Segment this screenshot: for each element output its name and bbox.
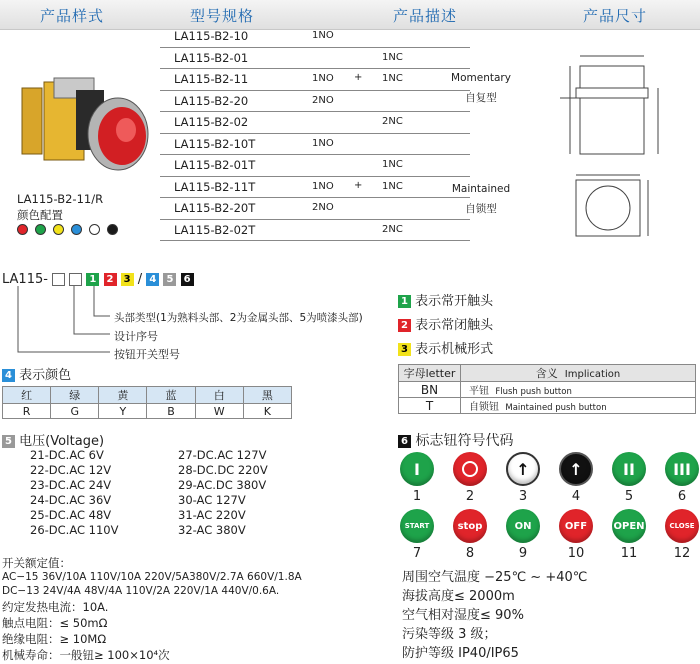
model-row bbox=[160, 26, 470, 48]
code-num-6: 6 bbox=[181, 273, 194, 286]
model-row bbox=[160, 48, 470, 70]
letter-header-en: Implication bbox=[564, 369, 621, 380]
legend-1-text: 表示常开触头 bbox=[415, 294, 494, 309]
model-row bbox=[160, 112, 470, 134]
symbol-button bbox=[559, 452, 593, 486]
color-title bbox=[2, 364, 71, 383]
push-button-image bbox=[14, 72, 154, 182]
letter-cn: 平钮 bbox=[469, 386, 489, 397]
side-dimension-drawing bbox=[540, 36, 690, 166]
voltage-item: 22-DC.AC 12V bbox=[30, 463, 112, 477]
symbol-label: stop bbox=[457, 520, 483, 532]
symbol-label: START bbox=[404, 522, 430, 530]
symbol-label: CLOSE bbox=[669, 522, 695, 530]
color-dot bbox=[35, 224, 46, 235]
symbol-button bbox=[612, 452, 646, 486]
symbol-number: 2 bbox=[465, 489, 475, 504]
symbol-number: 11 bbox=[620, 546, 638, 561]
top-dimension-drawing bbox=[560, 172, 660, 244]
color-cn-cell: 蓝 bbox=[147, 387, 195, 404]
model-plus: + bbox=[354, 179, 363, 191]
ratings-insulation: 绝缘电阻：≥ 10MΩ bbox=[2, 632, 107, 646]
header-desc: 产品描述 bbox=[393, 7, 458, 25]
code-num-5: 5 bbox=[163, 273, 176, 286]
symbol-number: 8 bbox=[465, 546, 475, 561]
code-line bbox=[2, 272, 194, 287]
model-row bbox=[160, 177, 470, 199]
symbol-number: 4 bbox=[571, 489, 581, 504]
voltage-item: 28-DC.DC 220V bbox=[178, 463, 268, 477]
symbol-label: ↑ bbox=[569, 459, 583, 479]
code-prefix: LA115- bbox=[2, 272, 48, 287]
color-dot bbox=[17, 224, 28, 235]
model-name: LA115-B2-10T bbox=[174, 136, 256, 151]
code-num-3: 3 bbox=[121, 273, 134, 286]
model-name: LA115-B2-11T bbox=[174, 179, 256, 194]
ratings-heat: 约定发热电流：10A. bbox=[2, 600, 109, 614]
legend-2-badge: 2 bbox=[398, 319, 411, 332]
symbol-number: 3 bbox=[518, 489, 528, 504]
color-code-cell: G bbox=[51, 404, 99, 419]
symbol-number: 1 bbox=[412, 489, 422, 504]
voltage-title bbox=[2, 430, 104, 449]
code-leader-lines bbox=[0, 286, 120, 358]
color-code-cell: B bbox=[147, 404, 195, 419]
model-no: 1NO bbox=[312, 73, 334, 84]
model-no: 1NO bbox=[312, 180, 334, 192]
color-cn-cell: 白 bbox=[195, 387, 243, 404]
voltage-item: 30-AC 127V bbox=[178, 493, 246, 507]
model-row bbox=[160, 198, 470, 220]
letter-header-2 bbox=[461, 365, 696, 382]
symbol-button bbox=[665, 452, 699, 486]
voltage-item: 24-DC.AC 36V bbox=[30, 493, 112, 507]
symbol-label: ↑ bbox=[516, 459, 530, 479]
letter-key: T bbox=[399, 398, 461, 414]
model-name: LA115-B2-20 bbox=[174, 93, 249, 108]
symbol-button bbox=[400, 509, 434, 543]
model-name: LA115-B2-02 bbox=[174, 115, 249, 129]
letter-cn: 自锁钮 bbox=[469, 402, 499, 413]
model-no: 1NO bbox=[312, 30, 334, 41]
model-row bbox=[160, 91, 470, 113]
env-protection: 防护等级 IP40/IP65 bbox=[402, 646, 519, 661]
code-slash: / bbox=[137, 272, 143, 287]
env-temp: 周围空气温度 −25℃ ~ +40℃ bbox=[402, 570, 588, 585]
symbols-title-badge: 6 bbox=[398, 435, 411, 448]
voltage-item: 26-DC.AC 110V bbox=[30, 523, 119, 537]
color-config-label: 颜色配置 bbox=[17, 208, 63, 222]
maintained-en: Maintained bbox=[451, 183, 511, 195]
symbol-number: 5 bbox=[624, 489, 634, 504]
model-nc: 1NC bbox=[382, 159, 403, 170]
symbol-button bbox=[506, 452, 540, 486]
symbol-number: 6 bbox=[677, 489, 687, 504]
model-name: LA115-B2-10 bbox=[174, 29, 249, 43]
head-type-text: 头部类型(1为熟料头部、2为金属头部、5为喷漆头部) bbox=[114, 312, 363, 324]
symbol-label: I bbox=[414, 459, 420, 479]
symbols-title bbox=[398, 430, 513, 450]
color-cn-cell: 红 bbox=[3, 387, 51, 404]
switch-type-text: 按钮开关型号 bbox=[114, 348, 180, 361]
model-plus: + bbox=[354, 72, 363, 83]
color-title-text: 表示颜色 bbox=[19, 368, 72, 383]
model-name: LA115-B2-01 bbox=[174, 50, 249, 65]
momentary-cn: 自复型 bbox=[465, 92, 497, 104]
color-cn-cell: 绿 bbox=[51, 387, 99, 404]
legend-3 bbox=[398, 338, 493, 357]
color-table bbox=[2, 386, 292, 419]
letter-meaning bbox=[461, 382, 696, 398]
legend-3-text: 表示机械形式 bbox=[415, 342, 494, 357]
symbol-button bbox=[453, 452, 487, 486]
symbol-number: 10 bbox=[567, 546, 585, 561]
symbol-number: 7 bbox=[412, 546, 422, 561]
code-num-4: 4 bbox=[146, 273, 159, 286]
model-row bbox=[160, 220, 470, 242]
model-nc: 1NC bbox=[382, 51, 403, 63]
color-code-cell: R bbox=[3, 404, 51, 419]
color-code-cell: W bbox=[195, 404, 243, 419]
symbol-button bbox=[612, 509, 646, 543]
symbol-label: OFF bbox=[564, 520, 588, 532]
letter-en: Flush push button bbox=[495, 387, 572, 397]
code-box-2 bbox=[69, 273, 82, 286]
model-row bbox=[160, 134, 470, 156]
model-name: LA115-B2-20T bbox=[174, 201, 256, 215]
symbol-label: OPEN bbox=[613, 520, 645, 532]
voltage-item: 23-DC.AC 24V bbox=[30, 478, 112, 492]
letter-row bbox=[399, 382, 696, 398]
voltage-title-text: 电压(Voltage) bbox=[19, 434, 105, 449]
model-nc: 2NC bbox=[382, 223, 403, 235]
symbol-button bbox=[506, 509, 540, 543]
symbol-number: 9 bbox=[518, 546, 528, 561]
env-pollution: 污染等级 3 级； bbox=[402, 627, 497, 642]
model-nc: 2NC bbox=[382, 116, 403, 127]
voltage-item: 25-DC.AC 48V bbox=[30, 508, 112, 522]
symbol-number: 12 bbox=[673, 546, 691, 561]
legend-2-text: 表示常闭触头 bbox=[415, 318, 494, 333]
color-dot bbox=[89, 224, 100, 235]
model-no: 2NO bbox=[312, 94, 334, 106]
color-title-badge: 4 bbox=[2, 369, 15, 382]
model-row bbox=[160, 69, 470, 91]
voltage-item: 21-DC.AC 6V bbox=[30, 448, 104, 462]
color-cn-cell: 黄 bbox=[99, 387, 147, 404]
color-dot bbox=[107, 224, 118, 235]
symbols-title-text: 标志钮符号代码 bbox=[415, 433, 514, 449]
model-nc: 1NC bbox=[382, 180, 403, 192]
voltage-title-badge: 5 bbox=[2, 435, 15, 448]
env-altitude: 海拔高度≤ 2000m bbox=[402, 589, 515, 604]
letter-header-cn: 含义 bbox=[535, 367, 558, 380]
legend-2 bbox=[398, 314, 493, 333]
letter-key: BN bbox=[399, 382, 461, 398]
ratings-ac15: AC−15 36V/10A 110V/10A 220V/5A380V/2.7A 660V/1.8A bbox=[2, 571, 302, 583]
symbol-button bbox=[453, 509, 487, 543]
symbol-label bbox=[462, 461, 478, 477]
color-code-cell: Y bbox=[99, 404, 147, 419]
color-dot bbox=[71, 224, 82, 235]
code-num-2: 2 bbox=[104, 273, 117, 286]
letter-meaning bbox=[461, 398, 696, 414]
model-row bbox=[160, 155, 470, 177]
color-dot bbox=[53, 224, 64, 235]
design-no-text: 设计序号 bbox=[114, 330, 158, 343]
voltage-item: 32-AC 380V bbox=[178, 523, 246, 537]
code-box-1 bbox=[52, 273, 65, 286]
legend-1-badge: 1 bbox=[398, 295, 411, 308]
ratings-title: 开关额定值： bbox=[2, 556, 71, 570]
letter-row bbox=[399, 398, 696, 414]
model-no: 1NO bbox=[312, 137, 334, 149]
model-no: 2NO bbox=[312, 202, 334, 213]
symbol-label: III bbox=[673, 459, 691, 479]
model-nc: 1NC bbox=[382, 73, 403, 84]
symbol-label: II bbox=[623, 459, 635, 479]
symbol-button bbox=[400, 452, 434, 486]
symbol-button bbox=[559, 509, 593, 543]
maintained-cn: 自锁型 bbox=[465, 203, 497, 215]
momentary-en: Momentary bbox=[451, 72, 511, 84]
legend-3-badge: 3 bbox=[398, 343, 411, 356]
legend-1 bbox=[398, 290, 493, 309]
symbol-label: ON bbox=[514, 520, 532, 532]
voltage-item: 29-AC.DC 380V bbox=[178, 478, 267, 492]
ratings-contact: 触点电阻：≤ 50mΩ bbox=[2, 616, 108, 630]
header-size: 产品尺寸 bbox=[583, 7, 648, 25]
code-num-1: 1 bbox=[86, 273, 99, 286]
symbol-button bbox=[665, 509, 699, 543]
model-name: LA115-B2-01T bbox=[174, 158, 256, 172]
voltage-item: 27-DC.AC 127V bbox=[178, 448, 267, 462]
product-name: LA115-B2-11/R bbox=[17, 192, 104, 206]
color-cn-cell: 黑 bbox=[243, 387, 291, 404]
model-name: LA115-B2-02T bbox=[174, 222, 256, 237]
letter-en: Maintained push button bbox=[505, 403, 607, 413]
header-style: 产品样式 bbox=[40, 7, 105, 25]
voltage-item: 31-AC 220V bbox=[178, 508, 246, 522]
ratings-life: 机械寿命：一般钮≥ 100×10⁴次 bbox=[2, 648, 170, 662]
color-code-cell: K bbox=[243, 404, 291, 419]
ratings-dc13: DC−13 24V/4A 48V/4A 110V/2A 220V/1A 440V/0.6A. bbox=[2, 585, 280, 597]
letter-table bbox=[398, 364, 696, 414]
letter-header-1: 字母letter bbox=[399, 365, 461, 382]
header-model: 型号规格 bbox=[190, 7, 255, 25]
env-humidity: 空气相对湿度≤ 90% bbox=[402, 608, 524, 623]
model-name: LA115-B2-11 bbox=[174, 72, 249, 86]
